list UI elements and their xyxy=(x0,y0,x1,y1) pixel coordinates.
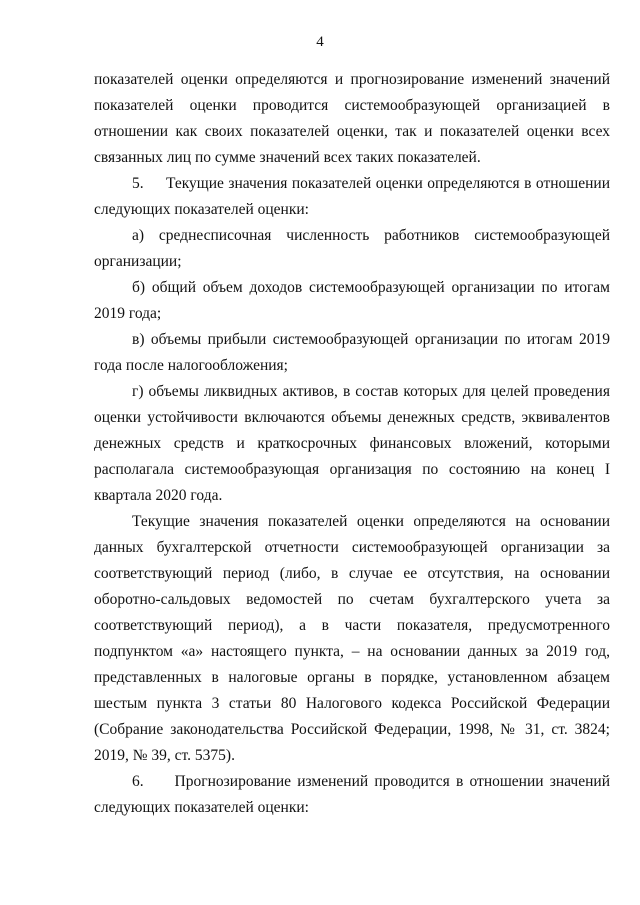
paragraph-subitem-v: в) объемы прибыли системообразующей организации по итогам 2019 года после налогообложения; xyxy=(94,331,610,374)
paragraph-item-5: 5. Текущие значения показателей оценки определяются в отношении следующих показателей оценки: xyxy=(94,175,610,218)
page-number: 4 xyxy=(316,34,324,50)
paragraph-item-6: 6. Прогнозирование изменений проводится в отношении значений следующих показателей оценки: xyxy=(94,773,610,816)
paragraph-subitem-g: г) объемы ликвидных активов, в состав которых для целей проведения оценки устойчивости включаются объемы денежных средств, эквивалентов денежных средств и краткосрочных финансовых вложений, которыми располагала системообразующая организация по состоянию на конец I квартала 2020 года. xyxy=(94,383,610,504)
paragraph-subitem-a: а) среднесписочная численность работников системообразующей организации; xyxy=(94,227,610,270)
paragraph-data-sources: Текущие значения показателей оценки определяются на основании данных бухгалтерской отчетности системообразующей организации за соответствующий период (либо, в случае ее отсутствия, на основании оборотно-сальдовых ведомостей по счетам бухгалтерского учета за соответствующий период), а в части показателя, предусмотренного подпунктом «а» настоящего пункта, – на основании данных за 2019 год, представленных в налоговые органы в порядке, установленном абзацем шестым пункта 3 статьи 80 Налогового кодекса Российской Федерации (Собрание законодательства Российской Федерации, 1998, № 31, ст. 3824; 2019, № 39, ст. 5375). xyxy=(94,513,610,764)
paragraph-continuation: показателей оценки определяются и прогнозирование изменений значений показателей оценки проводится системообразующей организацией в отношении как своих показателей оценки, так и показателей оценки всех связанных лиц по сумме значений всех таких показателей. xyxy=(94,71,610,166)
document-body xyxy=(94,67,610,821)
paragraph-subitem-b: б) общий объем доходов системообразующей организации по итогам 2019 года; xyxy=(94,279,610,322)
